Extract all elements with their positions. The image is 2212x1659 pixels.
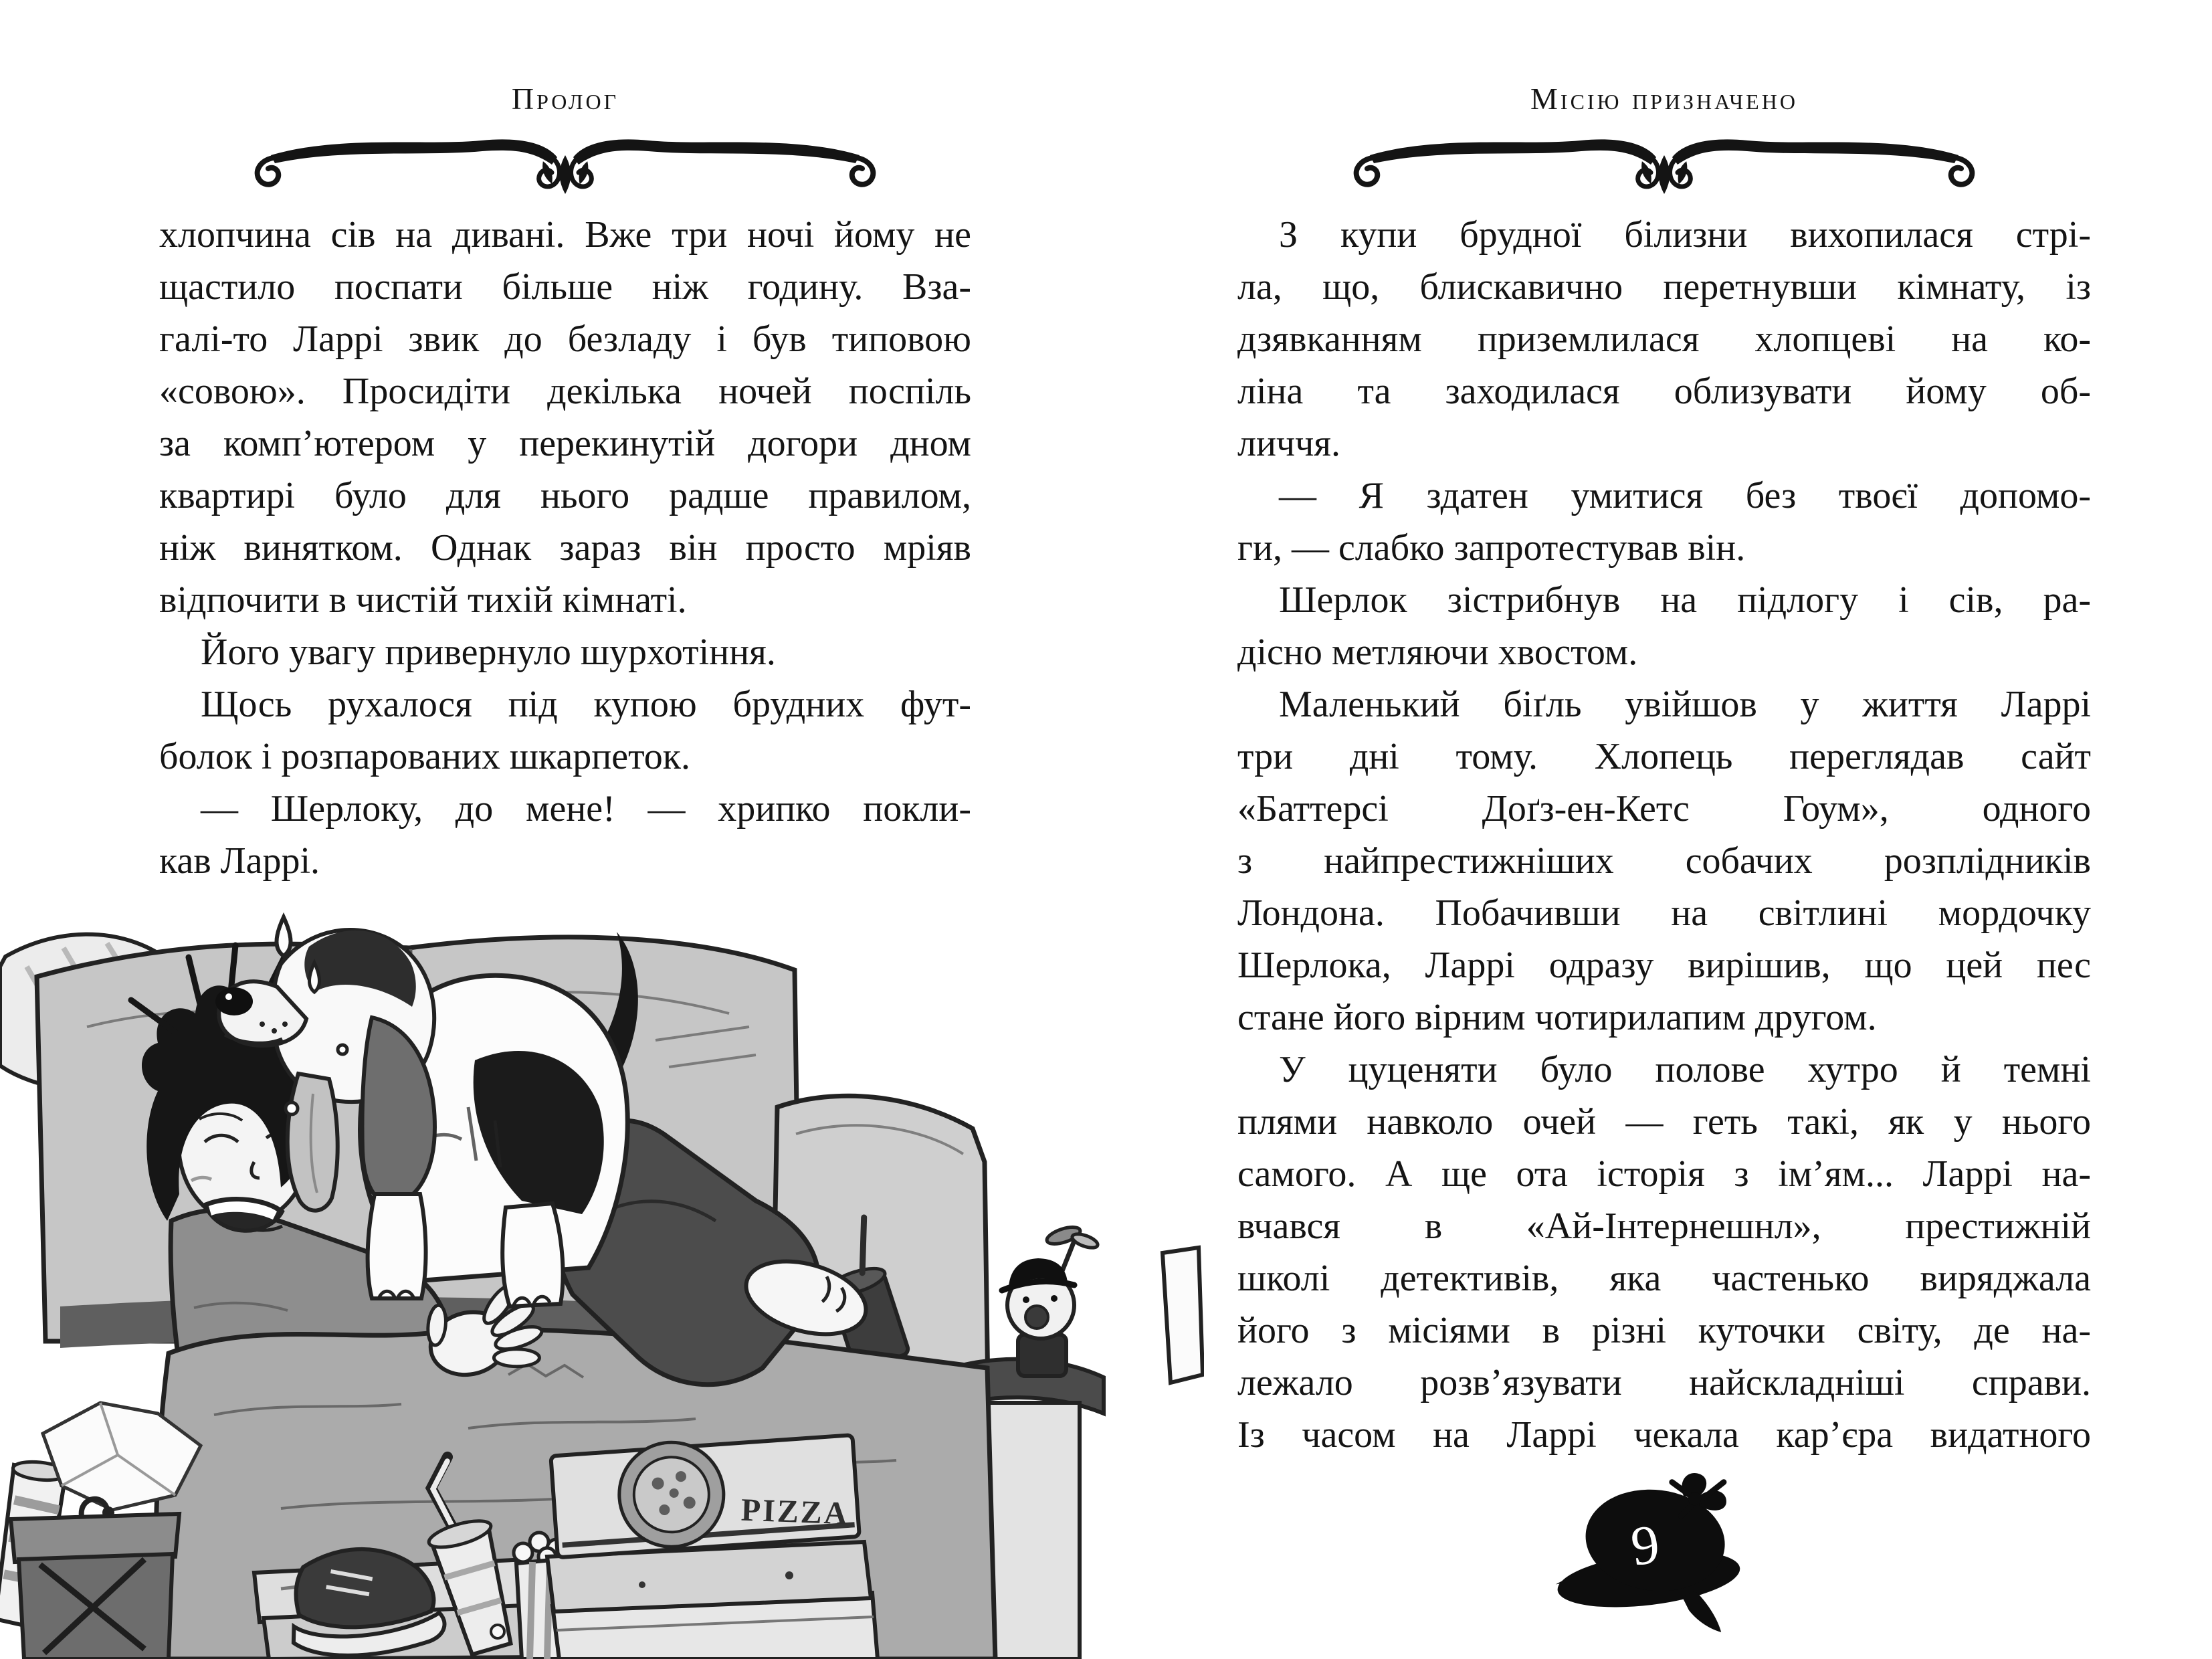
text-line: болок і розпарованих шкарпеток. (159, 736, 691, 777)
text-line: ги, — слабко запротестував він. (1237, 527, 1746, 569)
text-line: самого. А ще ота історія з ім’ям... Ларрі на- (1237, 1153, 2091, 1195)
text-line: за комп’ютером у перекинутій догори дном (159, 423, 971, 464)
text-line: дзявканням приземлилася хлопцеві на ко- (1237, 318, 2091, 360)
text-line: дісно метляючи хвостом. (1237, 631, 1638, 673)
text-line: плями навколо очей — геть такі, як у нього (1237, 1101, 2091, 1143)
text-line: квартирі було для нього радше правилом, (159, 475, 971, 516)
text-line: Шерлока, Ларрі одразу вирішив, що цей пес (1237, 945, 2091, 986)
text-line: «Баттерсі Доґз-ен-Кетс Гоум», одного (1237, 788, 2091, 830)
text-line: — Шерлоку, до мене! — хрипко покли- (201, 788, 971, 830)
text-line: Маленький біґль увійшов у життя Ларрі (1279, 684, 2091, 725)
calligraphic-flourish-divider-icon (1350, 127, 1979, 201)
text-line: Лондона. Побачивши на світлині мордочку (1237, 892, 2091, 934)
text-line: його з місіями в різні куточки світу, де на- (1237, 1310, 2091, 1351)
page-number: 9 (1627, 1512, 1663, 1577)
text-line: Шерлок зістрибнув на підлогу і сів, ра- (1279, 579, 2091, 621)
text-line: школі детективів, яка частенько виряджала (1237, 1258, 2091, 1299)
text-line: Щось рухалося під купою брудних фут- (201, 684, 971, 725)
text-line: Із часом на Ларрі чекала кар’єра видатного (1237, 1414, 2091, 1456)
text-line: ліна та заходилася облизувати йому об- (1237, 371, 2091, 412)
couch-scene-illustration (0, 906, 1204, 1659)
text-line: «совою». Просидіти декілька ночей поспіль (159, 371, 971, 412)
text-line: — Я здатен умитися без твоєї допомо- (1279, 475, 2091, 516)
body-text-right (1237, 209, 2091, 1461)
body-text-left (159, 209, 971, 887)
calligraphic-flourish-divider-icon (251, 127, 880, 201)
chapter-header-left: Пролог (511, 82, 619, 116)
pizza-box-stack (547, 1430, 878, 1659)
text-line: ніж винятком. Однак зараз він просто мріяв (159, 527, 971, 569)
text-line: У цуценяти було полове хутро й темні (1279, 1049, 2091, 1090)
text-line: стане його вірним чотирилапим другом. (1237, 997, 1877, 1038)
text-line: три дні тому. Хлопець переглядав сайт (1237, 736, 2091, 777)
right-page (1106, 0, 2212, 1659)
gift-chest (11, 1499, 179, 1659)
text-line: щастило поспати більше ніж годину. Вза- (159, 266, 971, 308)
text-line: з найпрестижніших собачих розплідників (1237, 840, 2091, 882)
text-line: Його увагу привернуло шурхотіння. (201, 631, 776, 673)
text-line: хлопчина сів на дивані. Вже три ночі йому не (159, 214, 971, 256)
text-line: кав Ларрі. (159, 840, 320, 882)
text-line: личчя. (1237, 423, 1340, 464)
chapter-header-right: Місію призначено (1530, 82, 1798, 116)
windup-toy-icon (1002, 1224, 1100, 1376)
text-line: відпочити в чистій тихій кімнаті. (159, 579, 687, 621)
page-number-badge (1550, 1466, 1744, 1638)
text-line: ла, що, блискавично перетнувши кімнату, із (1237, 266, 2091, 308)
text-line: вчався в «Ай-Інтернешнл», престижній (1237, 1205, 2091, 1247)
text-line: галі-то Ларрі звик до безладу і був типовою (159, 318, 971, 360)
text-line: лежало розв’язувати найскладніші справи. (1237, 1362, 2091, 1403)
pizza-box-label: PIZZA (740, 1492, 850, 1532)
text-line: З купи брудної білизни вихопилася стрі- (1279, 214, 2091, 256)
